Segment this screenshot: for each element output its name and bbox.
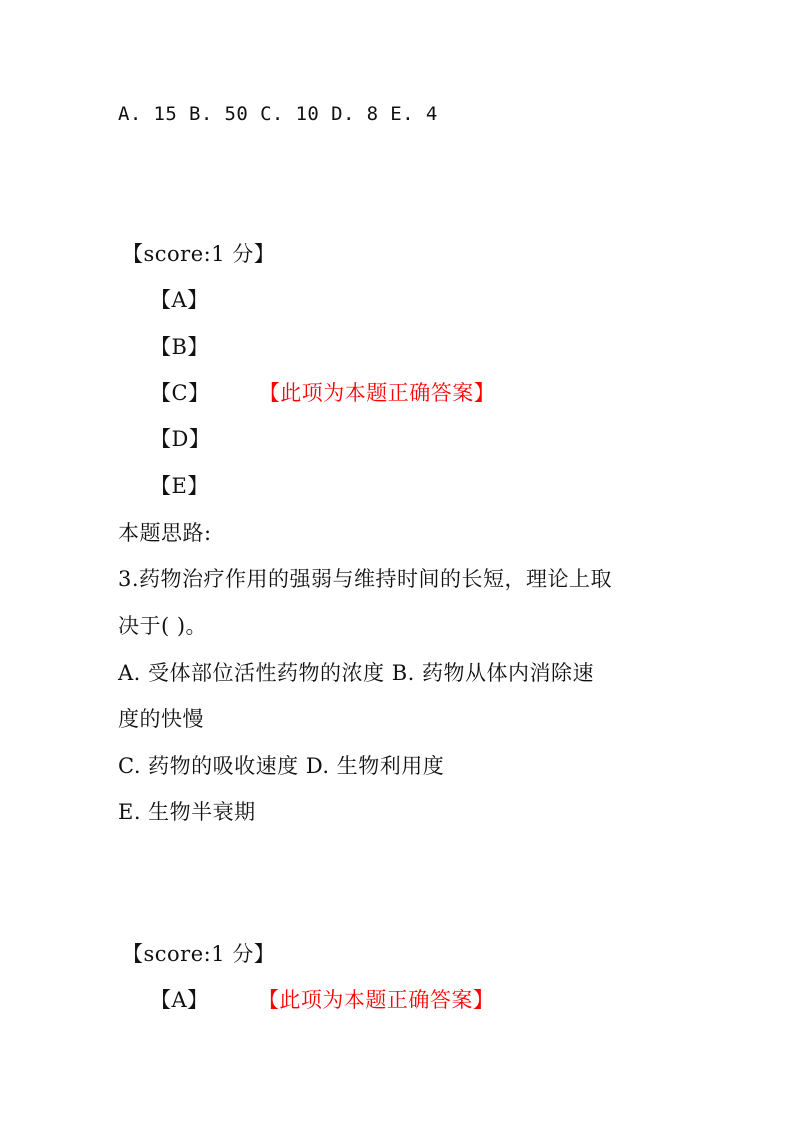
q3-stem-line-1: 3.药物治疗作用的强弱与维持时间的长短，理论上取: [118, 567, 613, 591]
correct-answer-note: 【此项为本题正确答案】: [257, 988, 495, 1012]
q2-option-b: [150, 333, 209, 361]
q3-choice-line-2: 度的快慢: [118, 707, 204, 731]
correct-answer-note: 【此项为本题正确答案】: [258, 381, 496, 405]
option-label: 【A】: [150, 288, 209, 312]
q2-options-line: A. 15 B. 50 C. 10 D. 8 E. 4: [118, 103, 438, 125]
q3-choice-line-3: C. 药物的吸收速度 D. 生物利用度: [118, 754, 445, 778]
q2-option-a: [150, 286, 209, 314]
q2-option-e: [150, 472, 209, 500]
q2-score: 【score:1 分】: [122, 242, 276, 266]
q3-stem-line-2: 决于( )。: [118, 614, 208, 638]
option-label: 【A】: [150, 988, 209, 1012]
option-label: 【D】: [150, 427, 211, 451]
q3-choice-line-1: A. 受体部位活性药物的浓度 B. 药物从体内消除速: [118, 661, 594, 685]
q3-option-a: [150, 986, 494, 1014]
q3-choice-line-4: E. 生物半衰期: [118, 800, 256, 824]
q2-option-c: [150, 379, 495, 407]
option-label: 【E】: [150, 474, 209, 498]
q2-option-d: [150, 425, 210, 453]
option-label: 【C】: [150, 381, 210, 405]
q2-analysis-label: 本题思路:: [118, 521, 212, 545]
option-label: 【B】: [150, 335, 209, 359]
q3-score: 【score:1 分】: [122, 942, 276, 966]
